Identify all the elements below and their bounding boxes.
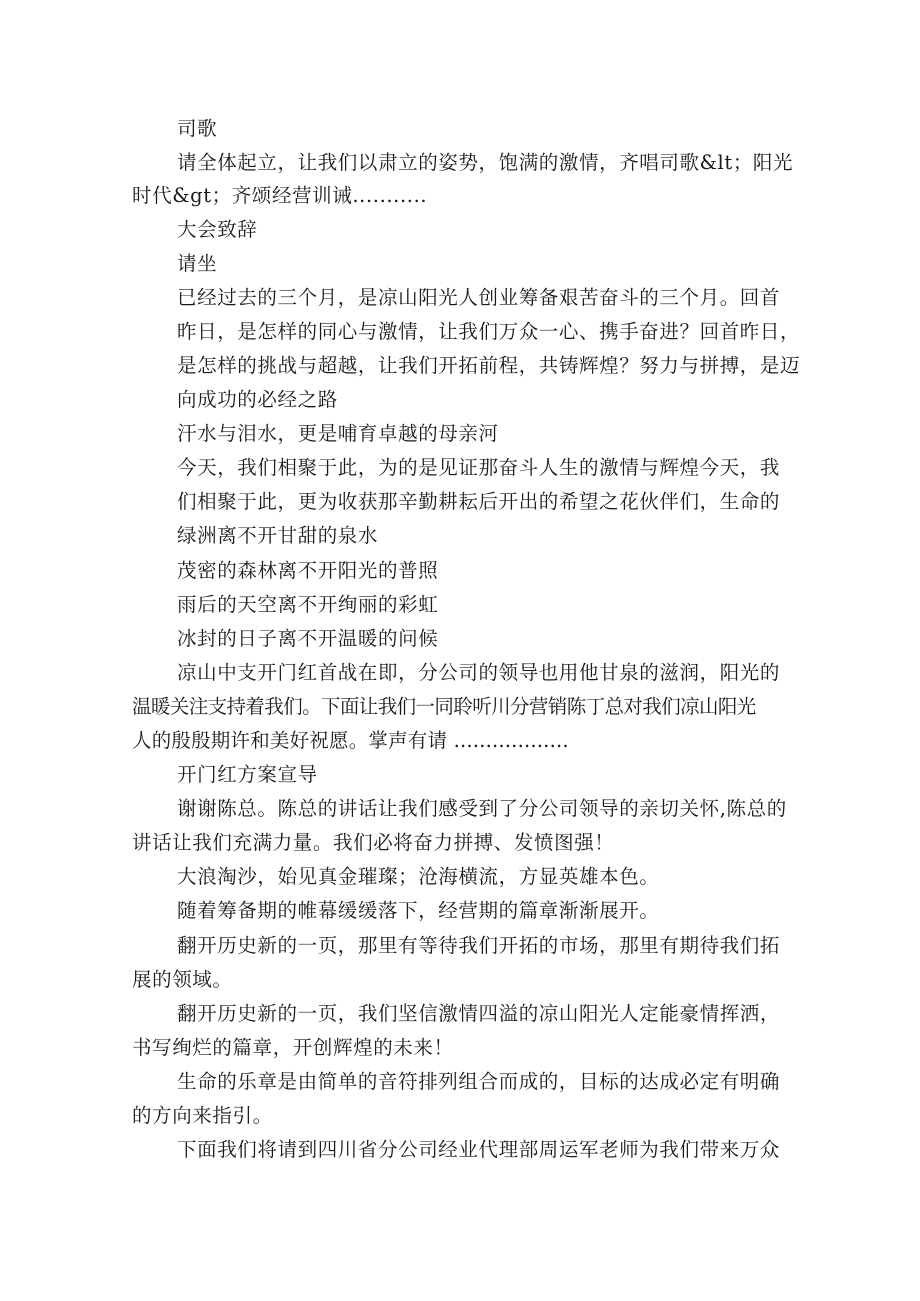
paragraph-line: 谢谢陈总。陈总的讲话让我们感受到了分公司领导的亲切关怀,陈总的 <box>177 797 787 820</box>
paragraph-line: 请坐 <box>177 252 218 275</box>
paragraph-line: 茂密的森林离不开阳光的普照 <box>177 559 439 582</box>
paragraph-line: 展的领域。 <box>132 968 233 991</box>
paragraph-line: 向成功的必经之路 <box>177 388 338 411</box>
paragraph-line: 绿洲离不开甘甜的泉水 <box>177 524 379 547</box>
paragraph-line: 人的殷殷期许和美好祝愿。掌声有请 .................. <box>132 729 569 752</box>
paragraph-line: 随着筹备期的帷幕缓缓落下，经营期的篇章渐渐展开。 <box>177 899 660 922</box>
paragraph-line: 是怎样的挑战与超越，让我们开拓前程，共铸辉煌？努力与拼搏，是迈 <box>177 354 801 377</box>
paragraph-line: 汗水与泪水，更是哺育卓越的母亲河 <box>177 422 499 445</box>
paragraph-line: 的方向来指引。 <box>132 1104 273 1127</box>
paragraph-line: 凉山中支开门红首战在即，分公司的领导也用他甘泉的滋润，阳光的 <box>177 661 781 684</box>
paragraph-line: 翻开历史新的一页，那里有等待我们开拓的市场，那里有期待我们拓 <box>177 934 781 957</box>
paragraph-line: 冰封的日子离不开温暖的问候 <box>177 627 439 650</box>
paragraph-line: 时代&gt；齐颂经营训诫........... <box>132 184 428 207</box>
paragraph-line: 温暖关注支持着我们。下面让我们一同聆听川分营销陈丁总对我们凉山阳光 <box>132 695 756 718</box>
paragraph-line: 生命的乐章是由简单的音符排列组合而成的，目标的达成必定有明确 <box>177 1070 781 1093</box>
section-heading-company-song: 司歌 <box>177 117 218 140</box>
paragraph-line: 昨日，是怎样的同心与激情，让我们万众一心、携手奋进？回首昨日， <box>177 320 801 343</box>
paragraph-line: 下面我们将请到四川省分公司经业代理部周运军老师为我们带来万众 <box>177 1138 781 1161</box>
paragraph-line: 书写绚烂的篇章，开创辉煌的未来！ <box>132 1036 454 1059</box>
paragraph-line: 大浪淘沙，始见真金璀璨；沧海横流，方显英雄本色。 <box>177 865 660 888</box>
paragraph-line: 已经过去的三个月，是凉山阳光人创业筹备艰苦奋斗的三个月。回首 <box>177 286 781 309</box>
paragraph-line: 今天，我们相聚于此，为的是见证那奋斗人生的激情与辉煌今天，我 <box>177 456 781 479</box>
paragraph-line: 讲话让我们充满力量。我们必将奋力拼搏、发愤图强！ <box>132 831 615 854</box>
section-heading-opening-speech: 大会致辞 <box>177 218 258 241</box>
section-heading-kickoff-plan: 开门红方案宣导 <box>177 763 318 786</box>
paragraph-line: 请全体起立，让我们以肃立的姿势，饱满的激情，齐唱司歌&lt；阳光 <box>177 151 794 174</box>
paragraph-line: 翻开历史新的一页，我们坚信激情四溢的凉山阳光人定能豪情挥洒， <box>177 1002 781 1025</box>
paragraph-line: 们相聚于此，更为收获那辛勤耕耘后开出的希望之花伙伴们，生命的 <box>177 490 781 513</box>
paragraph-line: 雨后的天空离不开绚丽的彩虹 <box>177 593 439 616</box>
